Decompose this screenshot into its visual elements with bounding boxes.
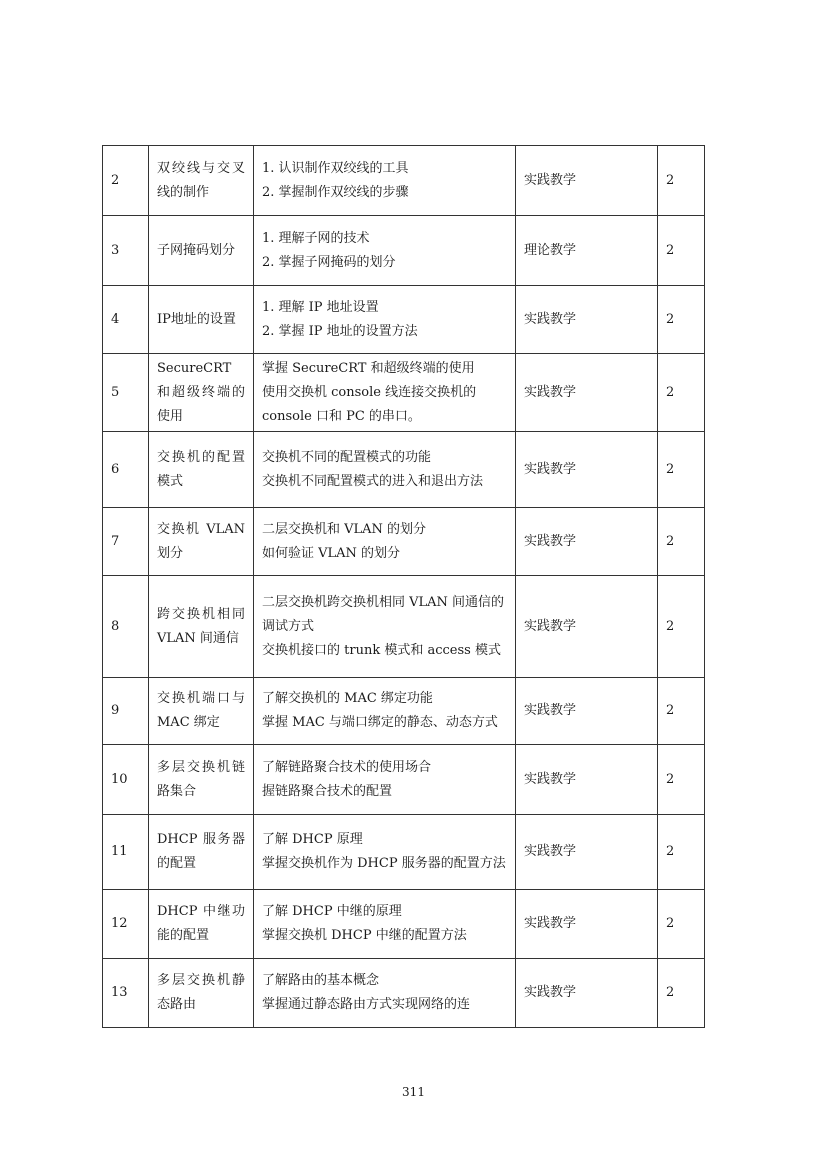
course-schedule-table <box>102 145 705 1028</box>
teaching-type: 实践教学 <box>516 508 658 576</box>
row-number: 9 <box>103 678 149 745</box>
class-hours: 2 <box>658 146 705 216</box>
content-line: 交换机接口的 trunk 模式和 access 模式 <box>262 642 501 658</box>
experiment-name: DHCP 服务器的配置 <box>149 815 254 890</box>
experiment-content <box>254 959 516 1028</box>
row-number: 5 <box>103 354 149 432</box>
experiment-name: SecureCRT 和超级终端的使用 <box>149 354 254 432</box>
teaching-type: 实践教学 <box>516 678 658 745</box>
content-line: 交换机不同配置模式的进入和退出方法 <box>262 473 484 489</box>
table-row <box>103 745 705 815</box>
table-row <box>103 890 705 959</box>
content-line: 掌握 MAC 与端口绑定的静态、动态方式 <box>262 715 498 730</box>
content-line: 2. 掌握 IP 地址的设置方法 <box>262 323 418 339</box>
row-number: 12 <box>103 890 149 959</box>
experiment-name: IP地址的设置 <box>149 286 254 354</box>
class-hours: 2 <box>658 745 705 815</box>
experiment-content <box>254 354 516 432</box>
teaching-type: 实践教学 <box>516 286 658 354</box>
content-line: 了解 DHCP 中继的原理 <box>262 904 402 919</box>
row-number: 11 <box>103 815 149 890</box>
content-line: 二层交换机跨交换机相同 VLAN 间通信的调试方式 <box>262 594 505 634</box>
experiment-content <box>254 508 516 576</box>
content-line: 掌握通过静态路由方式实现网络的连 <box>262 997 471 1012</box>
class-hours: 2 <box>658 354 705 432</box>
content-line: 了解 DHCP 原理 <box>262 832 363 847</box>
content-line: 了解交换机的 MAC 绑定功能 <box>262 691 433 706</box>
page-number: 311 <box>402 1085 425 1099</box>
experiment-name: 多层交换机链路集合 <box>149 745 254 815</box>
table-row <box>103 576 705 678</box>
content-line: 了解路由的基本概念 <box>262 973 380 988</box>
table-row <box>103 959 705 1028</box>
row-number: 3 <box>103 216 149 286</box>
class-hours: 2 <box>658 576 705 678</box>
row-number: 2 <box>103 146 149 216</box>
content-line: 1. 理解 IP 地址设置 <box>262 299 379 315</box>
teaching-type: 实践教学 <box>516 745 658 815</box>
table-row <box>103 432 705 508</box>
experiment-name: 子网掩码划分 <box>149 216 254 286</box>
class-hours: 2 <box>658 216 705 286</box>
content-line: 1. 认识制作双绞线的工具 <box>262 160 409 176</box>
row-number: 10 <box>103 745 149 815</box>
teaching-type: 实践教学 <box>516 959 658 1028</box>
class-hours: 2 <box>658 959 705 1028</box>
content-line: 掌握交换机 DHCP 中继的配置方法 <box>262 928 467 943</box>
experiment-name: 双绞线与交叉线的制作 <box>149 146 254 216</box>
content-line: 使用交换机 console 线连接交换机的 console 口和 PC 的串口。 <box>262 384 477 424</box>
experiment-content <box>254 432 516 508</box>
row-number: 6 <box>103 432 149 508</box>
table-row <box>103 354 705 432</box>
experiment-name: 交换机 VLAN 划分 <box>149 508 254 576</box>
class-hours: 2 <box>658 286 705 354</box>
table-row <box>103 815 705 890</box>
row-number: 4 <box>103 286 149 354</box>
experiment-content <box>254 286 516 354</box>
experiment-name: 交换机端口与 MAC 绑定 <box>149 678 254 745</box>
table-row <box>103 678 705 745</box>
experiment-name: DHCP 中继功能的配置 <box>149 890 254 959</box>
experiment-content <box>254 216 516 286</box>
content-line: 2. 掌握制作双绞线的步骤 <box>262 184 409 200</box>
experiment-content <box>254 678 516 745</box>
content-line: 握链路聚合技术的配置 <box>262 783 393 799</box>
teaching-type: 实践教学 <box>516 815 658 890</box>
teaching-type: 实践教学 <box>516 354 658 432</box>
experiment-name: 交换机的配置模式 <box>149 432 254 508</box>
class-hours: 2 <box>658 678 705 745</box>
experiment-content <box>254 890 516 959</box>
content-line: 了解链路聚合技术的使用场合 <box>262 759 432 775</box>
table-row <box>103 146 705 216</box>
teaching-type: 实践教学 <box>516 432 658 508</box>
content-line: 2. 掌握子网掩码的划分 <box>262 254 396 270</box>
row-number: 7 <box>103 508 149 576</box>
content-line: 1. 理解子网的技术 <box>262 230 370 246</box>
table-row <box>103 508 705 576</box>
experiment-name: 多层交换机静态路由 <box>149 959 254 1028</box>
class-hours: 2 <box>658 890 705 959</box>
class-hours: 2 <box>658 508 705 576</box>
content-line: 掌握 SecureCRT 和超级终端的使用 <box>262 360 475 376</box>
experiment-name: 跨交换机相同 VLAN 间通信 <box>149 576 254 678</box>
class-hours: 2 <box>658 815 705 890</box>
content-line: 如何验证 VLAN 的划分 <box>262 545 401 561</box>
experiment-content <box>254 576 516 678</box>
table-row <box>103 216 705 286</box>
teaching-type: 实践教学 <box>516 576 658 678</box>
teaching-type: 理论教学 <box>516 216 658 286</box>
teaching-type: 实践教学 <box>516 890 658 959</box>
table-row <box>103 286 705 354</box>
experiment-content <box>254 146 516 216</box>
content-line: 交换机不同的配置模式的功能 <box>262 449 432 465</box>
teaching-type: 实践教学 <box>516 146 658 216</box>
row-number: 8 <box>103 576 149 678</box>
class-hours: 2 <box>658 432 705 508</box>
experiment-content <box>254 815 516 890</box>
row-number: 13 <box>103 959 149 1028</box>
content-line: 掌握交换机作为 DHCP 服务器的配置方法 <box>262 856 506 871</box>
experiment-content <box>254 745 516 815</box>
content-line: 二层交换机和 VLAN 的划分 <box>262 521 427 537</box>
